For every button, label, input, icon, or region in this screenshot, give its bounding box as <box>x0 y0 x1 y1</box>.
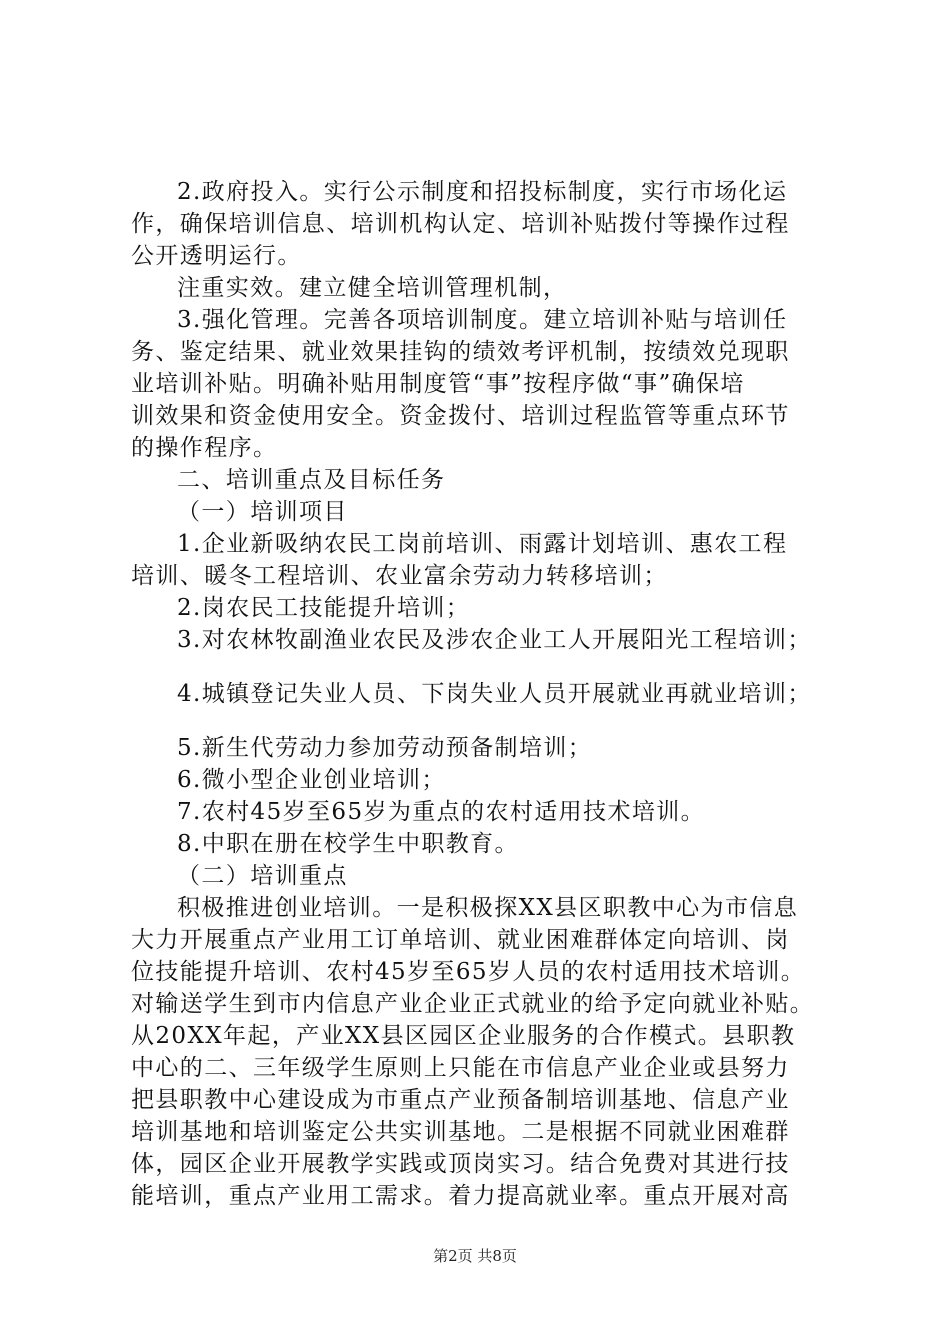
paragraph-strengthen-management <box>131 304 831 464</box>
text-line: 作，确保培训信息、培训机构认定、培训补贴拨付等操作过程 <box>131 211 790 237</box>
text-line: 培训、暖冬工程培训、农业富余劳动力转移培训； <box>131 563 668 589</box>
text-line: 3.强化管理。完善各项培训制度。建立培训补贴与培训任 <box>177 307 788 333</box>
text-line: 业培训补贴。明确补贴用制度管“事”按程序做“事”确保培 <box>131 371 745 397</box>
text-line: 务、鉴定结果、就业效果挂钩的绩效考评机制，按绩效兑现职 <box>131 339 790 365</box>
paragraph-focus-results <box>131 272 831 304</box>
list-item: 2.岗农民工技能提升培训； <box>177 595 471 621</box>
list-item: 5.新生代劳动力参加劳动预备制培训； <box>177 735 593 761</box>
document-body <box>131 176 831 1212</box>
text-line: 注重实效。建立健全培训管理机制， <box>177 275 568 301</box>
text-line: 训效果和资金使用安全。资金拨付、培训过程监管等重点环节 <box>131 403 790 429</box>
paragraph-government-investment <box>131 176 831 272</box>
text-line: 培训基地和培训鉴定公共实训基地。二是根据不同就业困难群 <box>131 1119 790 1145</box>
text-line: 大力开展重点产业用工订单培训、就业困难群体定向培训、岗 <box>131 927 790 953</box>
blank-line <box>131 710 831 732</box>
subsection-heading: （一）培训项目 <box>177 499 348 525</box>
text-line: 2.政府投入。实行公示制度和招投标制度，实行市场化运 <box>177 179 788 205</box>
text-line: 把县职教中心建设成为市重点产业预备制培训基地、信息产业 <box>131 1087 790 1113</box>
text-line: 位技能提升培训、农村45岁至65岁人员的农村适用技术培训。 <box>131 959 806 985</box>
text-line: 1.企业新吸纳农民工岗前培训、雨露计划培训、惠农工程 <box>177 531 788 557</box>
text-line: 从20XX年起，产业XX县区园区企业服务的合作模式。县职教 <box>131 1023 796 1049</box>
list-item: 6.微小型企业创业培训； <box>177 767 446 793</box>
list-item: 3.对农林牧副渔业农民及涉农企业工人开展阳光工程培训； <box>177 627 812 653</box>
list-item: 4.城镇登记失业人员、下岗失业人员开展就业再就业培训； <box>177 681 812 707</box>
text-line: 公开透明运行。 <box>131 243 302 269</box>
text-line: 对输送学生到市内信息产业企业正式就业的给予定向就业补贴。 <box>131 991 815 1017</box>
text-line: 中心的二、三年级学生原则上只能在市信息产业企业或县努力 <box>131 1055 790 1081</box>
list-item: 8.中职在册在校学生中职教育。 <box>177 831 519 857</box>
text-line: 体，园区企业开展教学实践或顶岗实习。结合免费对其进行技 <box>131 1151 790 1177</box>
page-number-footer: 第2页 共8页 <box>433 1247 517 1265</box>
text-line: 积极推进创业培训。一是积极探XX县区职教中心为市信息 <box>177 895 799 921</box>
text-line: 的操作程序。 <box>131 435 278 461</box>
text-line: 能培训，重点产业用工需求。着力提高就业率。重点开展对高 <box>131 1183 790 1209</box>
blank-line <box>131 656 831 678</box>
list-item <box>131 528 831 592</box>
paragraph-entrepreneurship-training <box>131 892 831 1212</box>
section-heading: 二、培训重点及目标任务 <box>177 467 446 493</box>
list-item: 7.农村45岁至65岁为重点的农村适用技术培训。 <box>177 799 706 825</box>
subsection-heading: （二）培训重点 <box>177 863 348 889</box>
